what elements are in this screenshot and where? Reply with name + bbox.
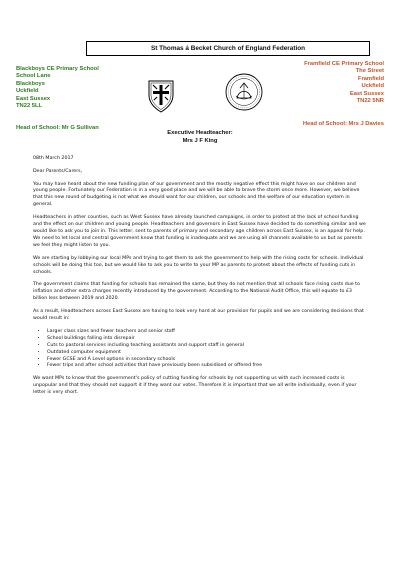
address-line: Framfield bbox=[357, 75, 384, 82]
address-line: Blackboys bbox=[16, 80, 45, 87]
list-item: • School buildings falling into disrepair bbox=[47, 336, 367, 343]
federation-banner: St Thomas á Becket Church of England Federation bbox=[86, 41, 370, 56]
list-item: • Fewer GCSE and A Level options in secondary schools bbox=[47, 357, 367, 364]
letter-body bbox=[33, 156, 367, 403]
letter-paragraph: You may have heard about the new funding plan of our government and the mostly negative effect this might have on our children and young people. Fortunately our Federation is in a very good place and we will be able to brave the storm once more. However, we believe that this new round of budgeting is not what we should want for our children, our schools and the welfare of our education system in general. bbox=[33, 181, 360, 208]
address-line: TN22 5LL bbox=[16, 103, 43, 110]
address-line: Blackboys CE Primary School bbox=[16, 66, 99, 72]
letter-date: 08th March 2017 bbox=[33, 156, 74, 161]
letter-salutation: Dear Parents/Carers, bbox=[33, 168, 83, 174]
diocese-round-seal-icon bbox=[225, 72, 263, 112]
letter-paragraph: Headteachers in other counties, such as West Sussex have already launched campaigns, in order to protest at the lack of school funding and the effect on our children and young people. Headteachers and governors in East Sussex have decided to do something similar and we would like to ask you to join in. This letter, sent to parents of primary and secondary age children across East Sussex, is an appeal for help. We need to let local and central government know that funding is inadequate and we are using all channels available to us but as parents we feel they might listen to you. bbox=[33, 215, 366, 248]
letter-paragraph: We are starting by lobbying our local MPs and trying to get them to ask the government to help with the rising costs for schools. Individual schools will be doing this too, but we would like to ask you to write to your MP as parents to protest about the effects of funding cuts in schools. bbox=[33, 255, 364, 275]
address-line: Uckfield bbox=[361, 83, 384, 90]
list-item: • Cuts to pastoral services including teaching assistants and support staff in general bbox=[47, 343, 367, 350]
left-school-address bbox=[16, 66, 136, 110]
address-line: School Lane bbox=[16, 73, 51, 80]
address-line: East Sussex bbox=[349, 90, 384, 97]
letter-paragraph: The government claims that funding for schools has remained the same, but they do not mention that all schools face rising costs due to inflation and other extra charges recently introduced by the government. According to the National Audit Office, this will equate to £3 billion less between 2019 and 2020. bbox=[33, 282, 360, 302]
executive-headteacher bbox=[140, 130, 260, 145]
left-head-of-school: Head of School: Mr G Sullivan bbox=[16, 125, 99, 131]
letter-closing: We want MPs to know that the government's policy of cutting funding for schools by not supporting us with such increased costs is unpopular and that they should not support it if they want our votes. Therefore it is important that we all write individually, even if your letter is very short. bbox=[33, 376, 357, 396]
address-line: Uckfield bbox=[16, 88, 39, 95]
address-line: The Street bbox=[355, 68, 384, 75]
address-line: Framfield CE Primary School bbox=[304, 61, 384, 67]
list-item: • Fewer trips and after school activities that have previously been subsidised or offered free bbox=[47, 363, 367, 370]
school-crest-shield-icon bbox=[148, 80, 174, 113]
list-item: • Outdated computer equipment bbox=[47, 350, 367, 357]
letter-paragraph: As a result, Headteachers across East Sussex are having to look very hard at our provision for pupils and we are considering decisions that would result in: bbox=[33, 308, 364, 321]
list-item: • Larger class sizes and fewer teachers and senior staff bbox=[47, 329, 367, 336]
executive-title: Executive Headteacher: bbox=[167, 130, 233, 136]
right-head-of-school: Head of School: Mrs J Davies bbox=[302, 121, 384, 127]
address-line: East Sussex bbox=[16, 95, 51, 102]
consequences-list bbox=[33, 329, 367, 371]
address-line: TN22 5NR bbox=[356, 98, 384, 105]
executive-name: Mrs J F King bbox=[182, 137, 218, 144]
